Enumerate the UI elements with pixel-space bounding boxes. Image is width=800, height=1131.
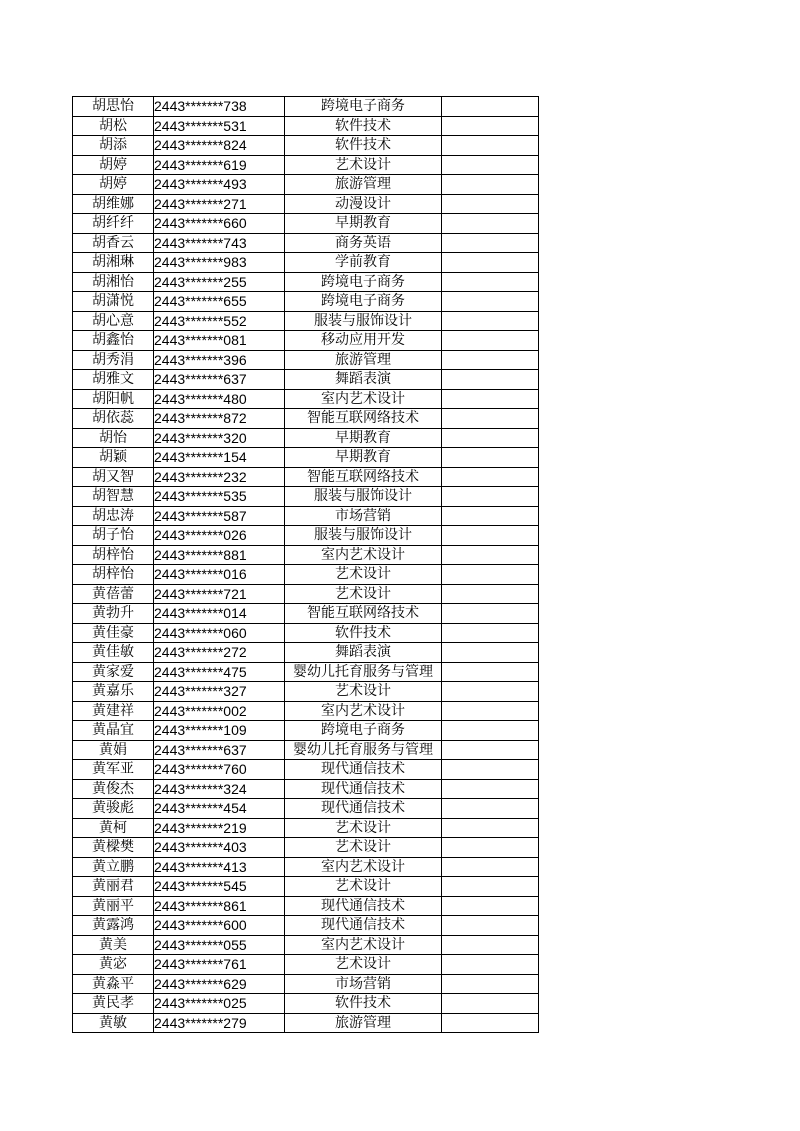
major-cell: 现代通信技术 [285,779,442,799]
empty-cell [442,253,539,273]
table-row [73,233,539,253]
table-row [73,584,539,604]
student-id-cell: 2443*******552 [154,311,285,331]
major-cell: 现代通信技术 [285,916,442,936]
major-cell: 市场营销 [285,506,442,526]
name-cell: 胡维娜 [73,194,154,214]
major-cell: 室内艺术设计 [285,857,442,877]
student-id-cell: 2443*******413 [154,857,285,877]
major-cell: 软件技术 [285,623,442,643]
table-row [73,779,539,799]
table-row [73,760,539,780]
table-row [73,682,539,702]
name-cell: 胡婷 [73,175,154,195]
major-cell: 舞蹈表演 [285,370,442,390]
name-cell: 胡湘怡 [73,272,154,292]
student-id-cell: 2443*******861 [154,896,285,916]
table-row [73,604,539,624]
name-cell: 黄蓓蕾 [73,584,154,604]
table-row [73,740,539,760]
name-cell: 胡又智 [73,467,154,487]
student-id-cell: 2443*******324 [154,779,285,799]
table-row [73,448,539,468]
empty-cell [442,974,539,994]
name-cell: 黄家爱 [73,662,154,682]
student-table [72,96,539,1033]
name-cell: 黄民孝 [73,994,154,1014]
student-id-cell: 2443*******655 [154,292,285,312]
empty-cell [442,116,539,136]
table-row [73,331,539,351]
student-id-cell: 2443*******271 [154,194,285,214]
table-row [73,116,539,136]
empty-cell [442,682,539,702]
name-cell: 黄柯 [73,818,154,838]
major-cell: 艺术设计 [285,155,442,175]
name-cell: 黄美 [73,935,154,955]
major-cell: 婴幼儿托育服务与管理 [285,662,442,682]
student-id-cell: 2443*******016 [154,565,285,585]
name-cell: 黄佳敏 [73,643,154,663]
student-id-cell: 2443*******761 [154,955,285,975]
name-cell: 黄露鸿 [73,916,154,936]
student-id-cell: 2443*******738 [154,97,285,117]
name-cell: 黄嘉乐 [73,682,154,702]
major-cell: 室内艺术设计 [285,701,442,721]
name-cell: 胡颖 [73,448,154,468]
student-id-cell: 2443*******025 [154,994,285,1014]
empty-cell [442,194,539,214]
major-cell: 室内艺术设计 [285,935,442,955]
empty-cell [442,448,539,468]
student-id-cell: 2443*******619 [154,155,285,175]
student-id-cell: 2443*******403 [154,838,285,858]
student-id-cell: 2443*******535 [154,487,285,507]
table-row [73,194,539,214]
major-cell: 艺术设计 [285,818,442,838]
student-id-cell: 2443*******872 [154,409,285,429]
student-id-cell: 2443*******320 [154,428,285,448]
major-cell: 服装与服饰设计 [285,487,442,507]
table-row [73,818,539,838]
table-row [73,896,539,916]
empty-cell [442,350,539,370]
name-cell: 胡忠涛 [73,506,154,526]
empty-cell [442,701,539,721]
student-id-cell: 2443*******232 [154,467,285,487]
table-row [73,292,539,312]
student-id-cell: 2443*******154 [154,448,285,468]
empty-cell [442,565,539,585]
empty-cell [442,467,539,487]
name-cell: 胡鑫怡 [73,331,154,351]
major-cell: 艺术设计 [285,565,442,585]
empty-cell [442,409,539,429]
student-id-cell: 2443*******983 [154,253,285,273]
table-row [73,506,539,526]
table-row [73,370,539,390]
table-row [73,974,539,994]
table-row [73,643,539,663]
table-row [73,623,539,643]
student-id-cell: 2443*******255 [154,272,285,292]
major-cell: 艺术设计 [285,682,442,702]
empty-cell [442,292,539,312]
table-row [73,701,539,721]
table-row [73,662,539,682]
empty-cell [442,487,539,507]
table-row [73,136,539,156]
student-id-cell: 2443*******881 [154,545,285,565]
empty-cell [442,389,539,409]
name-cell: 黄樑樊 [73,838,154,858]
student-id-cell: 2443*******060 [154,623,285,643]
name-cell: 胡雅文 [73,370,154,390]
student-id-cell: 2443*******637 [154,740,285,760]
student-id-cell: 2443*******743 [154,233,285,253]
table-row [73,409,539,429]
name-cell: 黄骏彪 [73,799,154,819]
table-row [73,487,539,507]
major-cell: 智能互联网络技术 [285,467,442,487]
table-row [73,1013,539,1033]
major-cell: 舞蹈表演 [285,643,442,663]
major-cell: 现代通信技术 [285,799,442,819]
major-cell: 跨境电子商务 [285,292,442,312]
major-cell: 软件技术 [285,136,442,156]
major-cell: 跨境电子商务 [285,97,442,117]
table-row [73,311,539,331]
major-cell: 市场营销 [285,974,442,994]
student-id-cell: 2443*******531 [154,116,285,136]
table-row [73,389,539,409]
name-cell: 胡婷 [73,155,154,175]
empty-cell [442,935,539,955]
empty-cell [442,214,539,234]
empty-cell [442,155,539,175]
empty-cell [442,662,539,682]
table-row [73,467,539,487]
name-cell: 胡怡 [73,428,154,448]
empty-cell [442,740,539,760]
student-id-cell: 2443*******545 [154,877,285,897]
student-id-cell: 2443*******396 [154,350,285,370]
major-cell: 智能互联网络技术 [285,409,442,429]
name-cell: 黄宓 [73,955,154,975]
table-row [73,526,539,546]
table-row [73,994,539,1014]
student-id-cell: 2443*******002 [154,701,285,721]
name-cell: 胡香云 [73,233,154,253]
major-cell: 移动应用开发 [285,331,442,351]
student-id-cell: 2443*******026 [154,526,285,546]
empty-cell [442,97,539,117]
empty-cell [442,370,539,390]
name-cell: 黄军亚 [73,760,154,780]
student-id-cell: 2443*******824 [154,136,285,156]
student-id-cell: 2443*******219 [154,818,285,838]
empty-cell [442,799,539,819]
student-id-cell: 2443*******629 [154,974,285,994]
table-row [73,350,539,370]
empty-cell [442,272,539,292]
major-cell: 艺术设计 [285,955,442,975]
student-id-cell: 2443*******493 [154,175,285,195]
table-row [73,155,539,175]
major-cell: 现代通信技术 [285,896,442,916]
student-id-cell: 2443*******475 [154,662,285,682]
empty-cell [442,838,539,858]
empty-cell [442,604,539,624]
table-row [73,272,539,292]
student-table-body [73,97,539,1033]
table-row [73,916,539,936]
empty-cell [442,428,539,448]
major-cell: 旅游管理 [285,175,442,195]
name-cell: 黄淼平 [73,974,154,994]
empty-cell [442,506,539,526]
name-cell: 黄丽君 [73,877,154,897]
student-id-cell: 2443*******760 [154,760,285,780]
name-cell: 胡梓怡 [73,545,154,565]
name-cell: 胡依蕊 [73,409,154,429]
empty-cell [442,818,539,838]
major-cell: 室内艺术设计 [285,545,442,565]
major-cell: 艺术设计 [285,838,442,858]
student-id-cell: 2443*******660 [154,214,285,234]
student-id-cell: 2443*******721 [154,584,285,604]
table-row [73,214,539,234]
empty-cell [442,311,539,331]
name-cell: 黄佳豪 [73,623,154,643]
major-cell: 艺术设计 [285,877,442,897]
student-id-cell: 2443*******081 [154,331,285,351]
major-cell: 服装与服饰设计 [285,526,442,546]
empty-cell [442,623,539,643]
major-cell: 跨境电子商务 [285,272,442,292]
table-row [73,565,539,585]
major-cell: 早期教育 [285,448,442,468]
table-row [73,253,539,273]
table-row [73,97,539,117]
student-id-cell: 2443*******454 [154,799,285,819]
name-cell: 黄建祥 [73,701,154,721]
empty-cell [442,584,539,604]
name-cell: 黄俊杰 [73,779,154,799]
table-row [73,799,539,819]
empty-cell [442,955,539,975]
table-row [73,935,539,955]
empty-cell [442,857,539,877]
name-cell: 胡添 [73,136,154,156]
major-cell: 旅游管理 [285,350,442,370]
name-cell: 黄丽平 [73,896,154,916]
student-id-cell: 2443*******480 [154,389,285,409]
empty-cell [442,994,539,1014]
major-cell: 艺术设计 [285,584,442,604]
table-row [73,721,539,741]
student-id-cell: 2443*******327 [154,682,285,702]
empty-cell [442,175,539,195]
table-row [73,545,539,565]
student-id-cell: 2443*******109 [154,721,285,741]
major-cell: 学前教育 [285,253,442,273]
empty-cell [442,526,539,546]
name-cell: 胡子怡 [73,526,154,546]
major-cell: 跨境电子商务 [285,721,442,741]
student-id-cell: 2443*******600 [154,916,285,936]
student-id-cell: 2443*******637 [154,370,285,390]
table-row [73,175,539,195]
student-id-cell: 2443*******055 [154,935,285,955]
name-cell: 胡思怡 [73,97,154,117]
empty-cell [442,896,539,916]
major-cell: 智能互联网络技术 [285,604,442,624]
empty-cell [442,233,539,253]
empty-cell [442,877,539,897]
empty-cell [442,331,539,351]
student-id-cell: 2443*******279 [154,1013,285,1033]
name-cell: 胡梓怡 [73,565,154,585]
major-cell: 室内艺术设计 [285,389,442,409]
major-cell: 早期教育 [285,428,442,448]
name-cell: 胡智慧 [73,487,154,507]
student-id-cell: 2443*******014 [154,604,285,624]
empty-cell [442,779,539,799]
table-row [73,877,539,897]
empty-cell [442,643,539,663]
table-row [73,838,539,858]
name-cell: 胡秀涓 [73,350,154,370]
name-cell: 黄立鹏 [73,857,154,877]
major-cell: 软件技术 [285,994,442,1014]
major-cell: 动漫设计 [285,194,442,214]
major-cell: 旅游管理 [285,1013,442,1033]
name-cell: 黄娟 [73,740,154,760]
name-cell: 黄敏 [73,1013,154,1033]
name-cell: 黄勃升 [73,604,154,624]
empty-cell [442,916,539,936]
student-id-cell: 2443*******272 [154,643,285,663]
empty-cell [442,136,539,156]
empty-cell [442,760,539,780]
name-cell: 黄晶宜 [73,721,154,741]
table-row [73,857,539,877]
name-cell: 胡阳帆 [73,389,154,409]
empty-cell [442,721,539,741]
major-cell: 现代通信技术 [285,760,442,780]
table-row [73,428,539,448]
name-cell: 胡湘琳 [73,253,154,273]
major-cell: 早期教育 [285,214,442,234]
empty-cell [442,1013,539,1033]
empty-cell [442,545,539,565]
major-cell: 服装与服饰设计 [285,311,442,331]
name-cell: 胡潇悦 [73,292,154,312]
major-cell: 软件技术 [285,116,442,136]
name-cell: 胡心意 [73,311,154,331]
name-cell: 胡松 [73,116,154,136]
major-cell: 商务英语 [285,233,442,253]
table-row [73,955,539,975]
name-cell: 胡纤纤 [73,214,154,234]
major-cell: 婴幼儿托育服务与管理 [285,740,442,760]
student-id-cell: 2443*******587 [154,506,285,526]
